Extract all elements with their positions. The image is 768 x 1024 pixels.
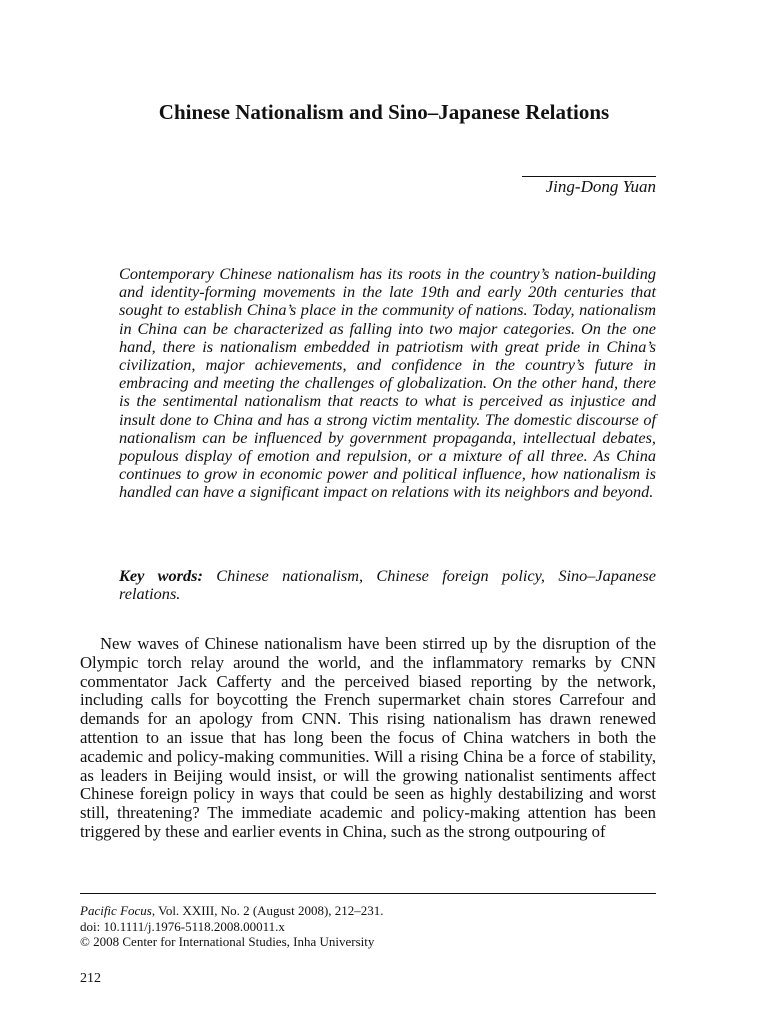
journal-name: Pacific Focus (80, 903, 152, 918)
footnote (80, 903, 656, 950)
copyright: © 2008 Center for International Studies, Inha University (80, 934, 375, 949)
body-paragraph: New waves of Chinese nationalism have been stirred up by the disruption of the Olympic torch relay around the world, and the inflammatory remarks by CNN commentator Jack Cafferty and the perceived biased reporting by the network, including calls for boycotting the French supermarket chain stores Carrefour and demands for an apology from CNN. This rising nationalism has drawn renewed attention to an issue that has long been the focus of China watchers in both the academic and policy-making communities. Will a rising China be a force of stability, as leaders in Beijing would insist, or will the growing nationalist sentiments affect Chinese foreign policy in ways that could be seen as highly destabilizing and worst still, threatening? The immediate academic and policy-making attention has been triggered by these and earlier events in China, such as the strong outpouring of (80, 634, 656, 841)
article-title: Chinese Nationalism and Sino–Japanese Relations (158, 100, 610, 124)
keywords (119, 567, 656, 603)
author-name: Jing-Dong Yuan (545, 177, 656, 196)
footnote-rule (80, 893, 656, 894)
keywords-text: Chinese nationalism, Chinese foreign policy, Sino–Japanese relations. (119, 566, 657, 604)
citation-line (80, 903, 656, 919)
keywords-label: Key words: (119, 566, 203, 585)
citation-details: , Vol. XXIII, No. 2 (August 2008), 212–231. (151, 903, 384, 918)
page-number: 212 (80, 971, 101, 986)
doi: doi: 10.1111/j.1976-5118.2008.00011.x (80, 918, 285, 934)
abstract: Contemporary Chinese nationalism has its roots in the country’s nation-building and identity-forming movements in the late 19th and early 20th centuries that sought to establish China’s place in the community of nations. Today, nationalism in China can be characterized as falling into two major categories. On the one hand, there is nationalism embedded in patriotism with great pride in China’s civilization, major achievements, and confidence in the country’s future in embracing and meeting the challenges of globalization. On the other hand, there is the sentimental nationalism that reacts to what is perceived as injustice and insult done to China and has a strong victim mentality. The domestic discourse of nationalism can be influenced by government propaganda, intellectual debates, populous display of emotion and repulsion, or a mixture of all three. As China continues to grow in economic power and political influence, how nationalism is handled can have a significant impact on relations with its neighbors and beyond. (119, 264, 656, 502)
